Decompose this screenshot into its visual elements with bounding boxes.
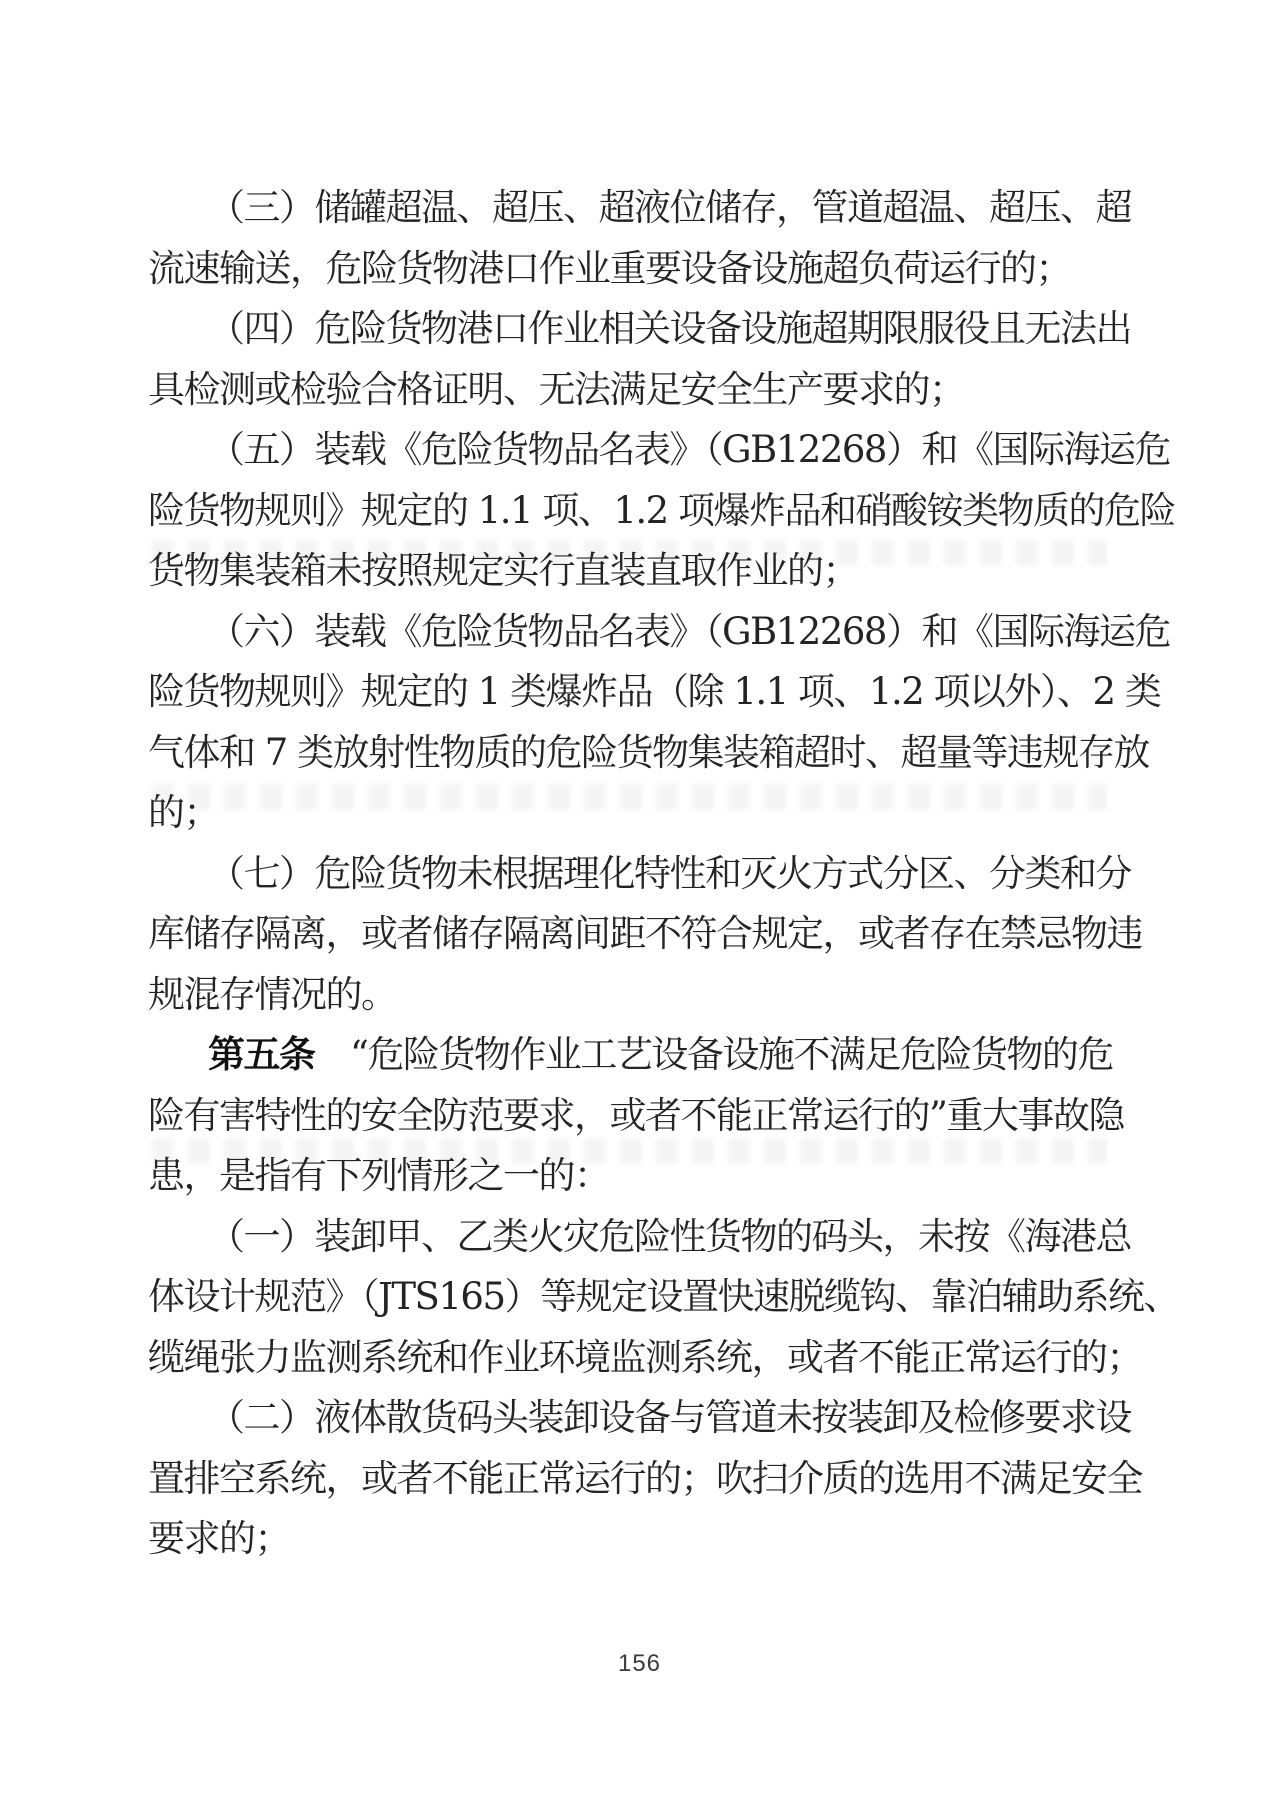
text-line — [148, 1449, 1158, 1510]
page-number: 156 — [617, 1650, 662, 1677]
text-line — [148, 178, 1158, 239]
text-line — [148, 1328, 1158, 1389]
line-text: 险有害特性的安全防范要求，或者不能正常运行的”重大事故隐 — [148, 1093, 1124, 1137]
text-line — [148, 844, 1158, 905]
text-line — [148, 481, 1175, 542]
text-line — [148, 1509, 1158, 1570]
text-line — [148, 299, 1158, 360]
text-line — [148, 662, 1161, 723]
document-body — [148, 178, 1179, 1570]
line-text: 体设计规范》（JTS165）等规定设置快速脱缆钩、靠泊辅助系统、 — [148, 1275, 1179, 1318]
text-line — [148, 1146, 1158, 1207]
line-text: （三）储罐超温、超压、超液位储存，管道超温、超压、超 — [208, 186, 1131, 229]
line-text: 货物集装箱未按照规定实行直装直取作业的； — [148, 549, 858, 592]
line-text: （一）装卸甲、乙类火灾危险性货物的码头，未按《海港总 — [208, 1214, 1131, 1258]
line-text: 险货物规则》规定的 1 类爆炸品（除 1.1 项、1.2 项以外）、2 类 — [148, 670, 1161, 713]
text-line — [148, 783, 1158, 844]
text-line — [148, 239, 1158, 300]
text-line — [148, 602, 1170, 663]
line-text: 气体和 7 类放射性物质的危险货物集装箱超时、超量等违规存放 — [148, 730, 1150, 774]
article-number-label: 第五条 — [208, 1033, 315, 1076]
line-text: 置排空系统，或者不能正常运行的；吹扫介质的选用不满足安全 — [148, 1456, 1142, 1500]
line-text: 患，是指有下列情形之一的： — [148, 1154, 610, 1197]
line-text: （四）危险货物港口作业相关设备设施超期限服役且无法出 — [208, 307, 1131, 350]
line-text: （七）危险货物未根据理化特性和灭火方式分区、分类和分 — [208, 851, 1131, 895]
line-text: 缆绳张力监测系统和作业环境监测系统，或者不能正常运行的； — [148, 1335, 1142, 1379]
text-line — [148, 1388, 1158, 1449]
text-line — [148, 1086, 1158, 1147]
line-text: （六）装载《危险货物品名表》（GB12268）和《国际海运危 — [208, 609, 1170, 653]
line-text: （五）装载《危险货物品名表》（GB12268）和《国际海运危 — [208, 428, 1170, 471]
line-text: 险货物规则》规定的 1.1 项、1.2 项爆炸品和硝酸铵类物质的危险 — [148, 488, 1175, 532]
line-text: 具检测或检验合格证明、无法满足安全生产要求的； — [148, 367, 965, 411]
line-text: （二）液体散货码头装卸设备与管道未按装卸及检修要求设 — [208, 1396, 1131, 1439]
text-line — [148, 360, 1158, 421]
line-text: 的； — [148, 791, 219, 834]
text-line-article-5 — [148, 1025, 1158, 1086]
line-text: 库储存隔离，或者储存隔离间距不符合规定，或者存在禁忌物违 — [148, 912, 1142, 955]
text-line — [148, 541, 1158, 602]
text-line — [148, 420, 1170, 481]
text-line — [148, 965, 1158, 1026]
text-line — [148, 904, 1158, 965]
line-text: “危险货物作业工艺设备设施不满足危险货物的危 — [314, 1033, 1113, 1076]
line-text: 规混存情况的。 — [148, 972, 397, 1016]
text-line — [148, 1207, 1158, 1268]
line-text: 要求的； — [148, 1517, 290, 1560]
text-line — [148, 723, 1158, 784]
text-line — [148, 1267, 1179, 1328]
line-text: 流速输送，危险货物港口作业重要设备设施超负荷运行的； — [148, 246, 1071, 290]
